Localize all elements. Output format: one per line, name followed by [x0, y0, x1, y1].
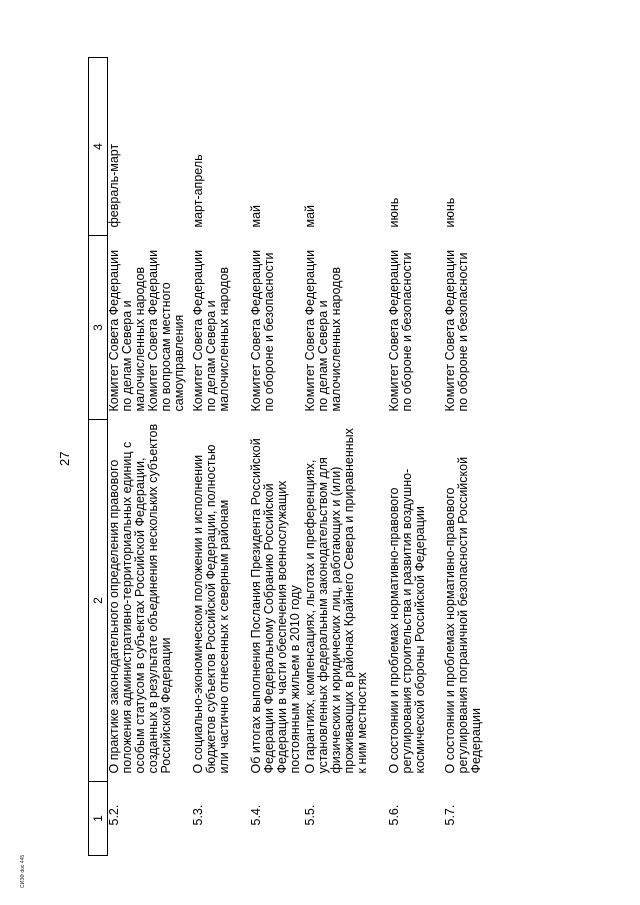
- item-topic: О практике законодательного определения правового положения административно-территориальных единиц с особым статусом в субъектах Российской Федерации, созданных в результате объединения нескольких субъектов Российской Федерации: [107, 423, 173, 774]
- plan-table: [88, 57, 484, 856]
- table-row: [304, 58, 388, 856]
- item-committee: Комитет Совета Федерации по делам Севера и малочисленных народов: [107, 249, 147, 412]
- item-committee-cell: [108, 236, 193, 420]
- item-committee: Комитет Совета Федерации по обороне и безопасности: [443, 249, 470, 412]
- item-number: 5.3.: [191, 804, 205, 826]
- column-header-3: 3: [89, 236, 108, 420]
- item-period: май: [303, 204, 317, 228]
- footer-code: СИЗФ doc 445: [20, 854, 26, 888]
- item-period: март-апрель: [191, 154, 205, 228]
- page-number: 27: [57, 451, 72, 466]
- item-period: июнь: [443, 197, 457, 228]
- item-period: февраль-март: [107, 143, 121, 228]
- item-committee: Комитет Совета Федерации по делам Севера и малочисленных народов: [191, 249, 231, 412]
- item-topic: Об итогах выполнения Послания Президента Российской Федерации Федеральному Собранию Российской Федерации в части обеспечения военнослужащих постоянным жильем в 2010 году: [249, 438, 302, 774]
- table-header-row: [89, 58, 108, 856]
- item-period: июнь: [387, 197, 401, 228]
- column-header-2: 2: [89, 420, 108, 782]
- item-number: 5.5.: [303, 804, 317, 826]
- item-committee: Комитет Совета Федерации по обороне и безопасности: [387, 249, 414, 412]
- item-committee: Комитет Совета Федерации по делам Севера и малочисленных народов: [303, 249, 343, 412]
- item-committee: Комитет Совета Федерации по обороне и безопасности: [249, 249, 276, 412]
- table-row: [444, 58, 484, 856]
- item-topic: О гарантиях, компенсациях, льготах и преференциях, установленных федеральным законодательством для физических и юридических лиц, работающих и (или) проживающих в районах Крайнего Севера и приравненных к ним местностях: [303, 428, 369, 774]
- item-number: 5.7.: [443, 804, 457, 826]
- item-topic: О социально-экономическом положении и исполнении бюджетов субъектов Российской Федерации, полностью или частично отнесенных к северным районам: [191, 444, 231, 774]
- item-topic: О состоянии и проблемах нормативно-правового регулирования строительства и развития воздушно-космической обороны Российской Федерации: [387, 468, 427, 774]
- rotated-page-content: [88, 58, 612, 856]
- table-row: [192, 58, 250, 856]
- item-number: 5.2.: [107, 804, 121, 826]
- item-committee-secondary: Комитет Совета Федерации по вопросам местного самоуправления: [146, 249, 186, 412]
- item-period: май: [249, 204, 263, 228]
- column-header-1: 1: [89, 782, 108, 856]
- item-number: 5.6.: [387, 804, 401, 826]
- item-topic: О состоянии и проблемах нормативно-правового регулирования пограничной безопасности Российской Федерации: [443, 456, 483, 774]
- table-row: [250, 58, 304, 856]
- table-row: [388, 58, 444, 856]
- table-row: [108, 58, 193, 856]
- item-number: 5.4.: [249, 804, 263, 826]
- column-header-4: 4: [89, 58, 108, 236]
